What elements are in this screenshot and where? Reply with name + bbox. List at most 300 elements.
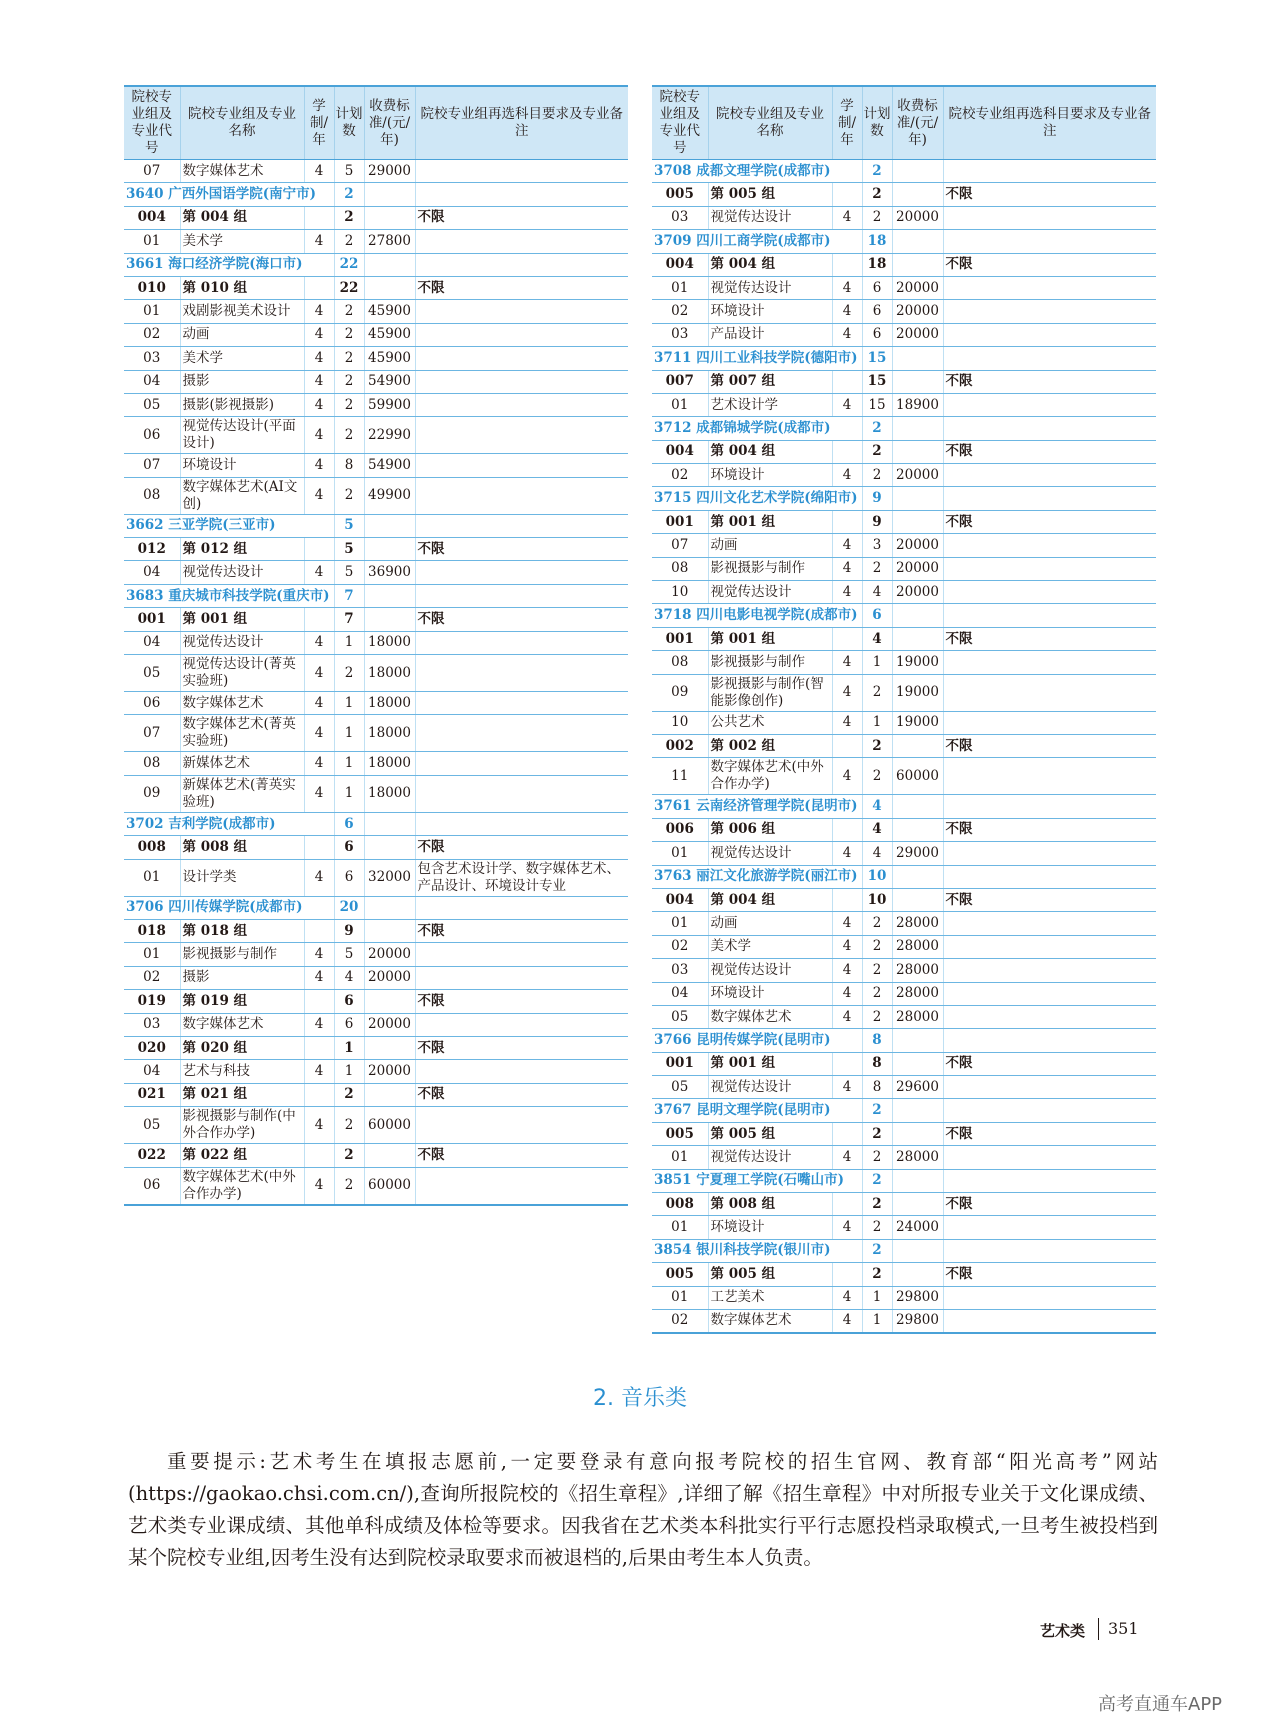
major-fee: 28000 [892, 1146, 943, 1169]
empty-cell [832, 627, 862, 650]
major-row [124, 393, 628, 416]
major-name: 动画 [708, 534, 832, 557]
empty-cell [892, 1029, 943, 1052]
major-row [652, 1146, 1156, 1169]
major-fee: 59900 [364, 393, 415, 416]
major-fee: 18000 [364, 631, 415, 654]
school-row [124, 253, 628, 276]
major-note [943, 842, 1156, 865]
major-row [124, 561, 628, 584]
major-fee: 18000 [364, 655, 415, 692]
major-code: 01 [652, 1286, 708, 1309]
major-note [943, 711, 1156, 734]
major-fee: 18000 [364, 752, 415, 775]
major-note [943, 393, 1156, 416]
major-plan: 2 [862, 557, 892, 580]
group-row [652, 440, 1156, 463]
group-plan: 2 [862, 734, 892, 757]
major-code: 09 [124, 775, 180, 812]
major-name: 视觉传达设计(平面设计) [180, 417, 304, 454]
school-name: 3851 宁夏理工学院(石嘴山市) [652, 1169, 862, 1192]
major-code: 03 [124, 347, 180, 370]
major-fee: 20000 [892, 300, 943, 323]
header-name: 院校专业组及专业名称 [180, 86, 304, 160]
group-row [124, 990, 628, 1013]
major-code: 01 [124, 943, 180, 966]
major-name: 工艺美术 [708, 1286, 832, 1309]
empty-cell [364, 276, 415, 299]
major-name: 美术学 [180, 230, 304, 253]
empty-cell [304, 608, 334, 631]
major-code: 08 [124, 477, 180, 514]
major-years: 4 [304, 561, 334, 584]
major-name: 环境设计 [708, 464, 832, 487]
major-plan: 1 [862, 711, 892, 734]
major-years: 4 [832, 393, 862, 416]
group-row [652, 1263, 1156, 1286]
empty-cell [832, 253, 862, 276]
major-years: 4 [304, 323, 334, 346]
group-subject-requirement: 不限 [943, 1193, 1156, 1216]
major-plan: 3 [862, 534, 892, 557]
major-name: 影视摄影与制作 [708, 651, 832, 674]
major-code: 09 [652, 674, 708, 711]
major-fee: 20000 [364, 943, 415, 966]
group-row [124, 1083, 628, 1106]
important-notice-paragraph: 重要提示:艺术考生在填报志愿前,一定要登录有意向报考院校的招生官网、教育部“阳光高考”网站(https://gaokao.chsi.com.cn/),查询所报院校的《招生章程》,详细了解《招生章程》中对所报专业关于文化课成绩、艺术类专业课成绩、其他单科成绩及体检等要求。因我省在艺术类本科批实行平行志愿投档录取模式,一旦考生被投档到某个院校专业组,因考生没有达到院校录取要求而被退档的,后果由考生本人负责。 [128, 1450, 1158, 1569]
major-fee: 45900 [364, 323, 415, 346]
major-fee: 60000 [364, 1107, 415, 1144]
group-subject-requirement: 不限 [943, 734, 1156, 757]
group-plan: 5 [334, 538, 364, 561]
group-code: 005 [652, 183, 708, 206]
major-name: 视觉传达设计 [708, 842, 832, 865]
major-fee: 19000 [892, 711, 943, 734]
major-fee: 20000 [892, 534, 943, 557]
major-fee: 18000 [364, 775, 415, 812]
major-code: 07 [652, 534, 708, 557]
major-code: 02 [652, 935, 708, 958]
group-code: 004 [652, 440, 708, 463]
empty-cell [364, 514, 415, 537]
major-plan: 5 [334, 561, 364, 584]
school-name: 3706 四川传媒学院(成都市) [124, 896, 334, 919]
major-code: 02 [124, 966, 180, 989]
group-plan: 15 [862, 370, 892, 393]
major-code: 04 [124, 631, 180, 654]
major-plan: 2 [334, 655, 364, 692]
major-fee: 45900 [364, 300, 415, 323]
major-fee: 28000 [892, 959, 943, 982]
group-name: 第 004 组 [708, 440, 832, 463]
major-years: 4 [832, 1076, 862, 1099]
empty-cell [943, 795, 1156, 818]
group-code: 005 [652, 1122, 708, 1145]
major-row [124, 655, 628, 692]
major-plan: 2 [334, 323, 364, 346]
group-row [124, 206, 628, 229]
major-years: 4 [832, 534, 862, 557]
group-subject-requirement: 不限 [943, 370, 1156, 393]
group-name: 第 001 组 [708, 510, 832, 533]
major-plan: 8 [334, 454, 364, 477]
school-row [652, 795, 1156, 818]
school-name: 3708 成都文理学院(成都市) [652, 160, 862, 183]
major-row [652, 982, 1156, 1005]
major-row [652, 323, 1156, 346]
empty-cell [832, 818, 862, 841]
group-subject-requirement: 不限 [415, 1144, 628, 1167]
school-plan-total: 5 [334, 514, 364, 537]
major-plan: 5 [334, 160, 364, 183]
major-years: 4 [832, 912, 862, 935]
group-code: 012 [124, 538, 180, 561]
empty-cell [364, 990, 415, 1013]
empty-cell [364, 183, 415, 206]
major-name: 摄影 [180, 966, 304, 989]
left-admission-table-column [124, 85, 628, 1206]
major-name: 环境设计 [708, 1216, 832, 1239]
major-row [124, 752, 628, 775]
header-plan: 计划数 [862, 86, 892, 160]
school-plan-total: 2 [862, 417, 892, 440]
group-plan: 2 [862, 1193, 892, 1216]
major-fee: 22990 [364, 417, 415, 454]
group-name: 第 005 组 [708, 183, 832, 206]
major-code: 07 [124, 160, 180, 183]
major-note [415, 631, 628, 654]
major-fee: 60000 [364, 1167, 415, 1205]
major-fee: 20000 [892, 323, 943, 346]
group-name: 第 001 组 [708, 627, 832, 650]
major-code: 07 [124, 715, 180, 752]
empty-cell [832, 1122, 862, 1145]
major-fee: 28000 [892, 982, 943, 1005]
major-note [415, 417, 628, 454]
major-plan: 6 [862, 276, 892, 299]
group-plan: 4 [862, 627, 892, 650]
major-row [652, 534, 1156, 557]
major-years: 4 [832, 464, 862, 487]
empty-cell [415, 812, 628, 835]
group-code: 001 [652, 510, 708, 533]
major-note [943, 534, 1156, 557]
group-row [124, 608, 628, 631]
major-fee: 49900 [364, 477, 415, 514]
empty-cell [892, 1193, 943, 1216]
major-plan: 2 [862, 1216, 892, 1239]
major-years: 4 [832, 674, 862, 711]
school-plan-total: 6 [334, 812, 364, 835]
major-years: 4 [832, 206, 862, 229]
major-fee: 28000 [892, 935, 943, 958]
major-note [415, 1060, 628, 1083]
major-note [943, 1216, 1156, 1239]
major-years: 4 [832, 651, 862, 674]
admission-rows-left [124, 160, 628, 1205]
major-code: 03 [124, 1013, 180, 1036]
major-name: 影视摄影与制作 [180, 943, 304, 966]
major-row [124, 370, 628, 393]
major-row [124, 966, 628, 989]
school-name: 3712 成都锦城学院(成都市) [652, 417, 862, 440]
major-name: 数字媒体艺术(菁英实验班) [180, 715, 304, 752]
major-years: 4 [304, 1167, 334, 1205]
group-plan: 1 [334, 1036, 364, 1059]
header-note: 院校专业组再选科目要求及专业备注 [415, 86, 628, 160]
empty-cell [304, 538, 334, 561]
empty-cell [892, 888, 943, 911]
school-name: 3662 三亚学院(三亚市) [124, 514, 334, 537]
major-plan: 1 [334, 775, 364, 812]
major-row [124, 160, 628, 183]
group-name: 第 021 组 [180, 1083, 304, 1106]
major-plan: 6 [334, 1013, 364, 1036]
group-code: 004 [652, 253, 708, 276]
major-name: 公共艺术 [708, 711, 832, 734]
major-name: 数字媒体艺术 [708, 1005, 832, 1028]
major-plan: 6 [862, 300, 892, 323]
school-plan-total: 4 [862, 795, 892, 818]
empty-cell [892, 440, 943, 463]
major-note [415, 454, 628, 477]
empty-cell [892, 183, 943, 206]
empty-cell [364, 538, 415, 561]
school-name: 3766 昆明传媒学院(昆明市) [652, 1029, 862, 1052]
empty-cell [364, 812, 415, 835]
group-subject-requirement: 不限 [943, 1122, 1156, 1145]
empty-cell [415, 253, 628, 276]
school-plan-total: 9 [862, 487, 892, 510]
group-row [124, 836, 628, 859]
major-row [652, 1076, 1156, 1099]
major-name: 新媒体艺术 [180, 752, 304, 775]
major-name: 影视摄影与制作(中外合作办学) [180, 1107, 304, 1144]
empty-cell [364, 919, 415, 942]
empty-cell [832, 183, 862, 206]
major-row [124, 775, 628, 812]
group-plan: 9 [334, 919, 364, 942]
major-plan: 1 [334, 692, 364, 715]
major-plan: 4 [862, 842, 892, 865]
major-years: 4 [832, 1005, 862, 1028]
major-code: 05 [652, 1076, 708, 1099]
major-code: 02 [652, 1309, 708, 1332]
major-years: 4 [304, 347, 334, 370]
empty-cell [364, 206, 415, 229]
admission-plan-table-left [124, 85, 628, 1206]
major-plan: 2 [334, 370, 364, 393]
major-plan: 2 [862, 982, 892, 1005]
header-fee: 收费标准/(元/年) [892, 86, 943, 160]
empty-cell [364, 584, 415, 607]
major-note [943, 276, 1156, 299]
major-years: 4 [832, 581, 862, 604]
major-name: 数字媒体艺术(中外合作办学) [180, 1167, 304, 1205]
major-plan: 1 [334, 1060, 364, 1083]
empty-cell [304, 990, 334, 1013]
major-plan: 2 [862, 1146, 892, 1169]
major-code: 01 [652, 393, 708, 416]
school-name: 3709 四川工商学院(成都市) [652, 230, 862, 253]
major-name: 环境设计 [708, 982, 832, 1005]
major-plan: 1 [862, 1286, 892, 1309]
major-row [652, 581, 1156, 604]
major-note [943, 557, 1156, 580]
empty-cell [892, 734, 943, 757]
major-code: 06 [124, 417, 180, 454]
school-plan-total: 2 [862, 1239, 892, 1262]
school-plan-total: 2 [334, 183, 364, 206]
major-row [652, 206, 1156, 229]
group-plan: 2 [862, 440, 892, 463]
group-plan: 18 [862, 253, 892, 276]
major-name: 产品设计 [708, 323, 832, 346]
major-years: 4 [304, 631, 334, 654]
empty-cell [892, 160, 943, 183]
group-subject-requirement: 不限 [943, 1263, 1156, 1286]
empty-cell [832, 1263, 862, 1286]
major-note [943, 464, 1156, 487]
major-name: 视觉传达设计 [180, 631, 304, 654]
school-plan-total: 8 [862, 1029, 892, 1052]
group-name: 第 019 组 [180, 990, 304, 1013]
empty-cell [943, 230, 1156, 253]
group-row [652, 888, 1156, 911]
group-row [652, 627, 1156, 650]
major-fee: 29800 [892, 1286, 943, 1309]
school-plan-total: 2 [862, 160, 892, 183]
major-note [943, 1146, 1156, 1169]
group-plan: 22 [334, 276, 364, 299]
major-note [943, 1286, 1156, 1309]
group-name: 第 010 组 [180, 276, 304, 299]
group-subject-requirement: 不限 [943, 818, 1156, 841]
major-fee: 20000 [892, 581, 943, 604]
group-code: 004 [652, 888, 708, 911]
group-code: 001 [124, 608, 180, 631]
major-note [943, 982, 1156, 1005]
major-code: 10 [652, 581, 708, 604]
major-plan: 1 [862, 1309, 892, 1332]
group-subject-requirement: 不限 [415, 836, 628, 859]
group-plan: 8 [862, 1052, 892, 1075]
major-note [415, 715, 628, 752]
major-row [652, 1286, 1156, 1309]
group-subject-requirement: 不限 [415, 990, 628, 1013]
table-header-row [652, 86, 1156, 160]
major-plan: 1 [862, 651, 892, 674]
major-note [943, 1309, 1156, 1332]
major-fee: 54900 [364, 370, 415, 393]
major-note [943, 758, 1156, 795]
group-code: 005 [652, 1263, 708, 1286]
major-plan: 1 [334, 752, 364, 775]
major-years: 4 [832, 1146, 862, 1169]
group-code: 019 [124, 990, 180, 1013]
group-plan: 4 [862, 818, 892, 841]
empty-cell [892, 370, 943, 393]
empty-cell [892, 818, 943, 841]
major-years: 4 [304, 417, 334, 454]
major-row [652, 1309, 1156, 1332]
school-row [124, 812, 628, 835]
group-code: 021 [124, 1083, 180, 1106]
major-code: 05 [124, 655, 180, 692]
major-note [943, 935, 1156, 958]
major-plan: 4 [334, 966, 364, 989]
page-number: 351 [1108, 1619, 1139, 1638]
major-name: 影视摄影与制作 [708, 557, 832, 580]
empty-cell [943, 487, 1156, 510]
group-name: 第 002 组 [708, 734, 832, 757]
school-name: 3661 海口经济学院(海口市) [124, 253, 334, 276]
major-years: 4 [832, 842, 862, 865]
school-plan-total: 22 [334, 253, 364, 276]
group-row [652, 818, 1156, 841]
major-name: 视觉传达设计 [708, 206, 832, 229]
group-row [124, 1144, 628, 1167]
major-code: 11 [652, 758, 708, 795]
empty-cell [304, 1083, 334, 1106]
major-note [943, 323, 1156, 346]
school-plan-total: 10 [862, 865, 892, 888]
major-years: 4 [304, 752, 334, 775]
empty-cell [364, 1083, 415, 1106]
major-years: 4 [304, 1013, 334, 1036]
major-row [124, 715, 628, 752]
group-plan: 6 [334, 836, 364, 859]
major-plan: 2 [862, 935, 892, 958]
major-fee: 54900 [364, 454, 415, 477]
major-plan: 4 [862, 581, 892, 604]
empty-cell [832, 888, 862, 911]
school-name: 3854 银川科技学院(银川市) [652, 1239, 862, 1262]
major-name: 数字媒体艺术 [180, 1013, 304, 1036]
major-years: 4 [304, 393, 334, 416]
major-years: 4 [832, 300, 862, 323]
major-row [124, 943, 628, 966]
major-fee: 24000 [892, 1216, 943, 1239]
group-subject-requirement: 不限 [415, 919, 628, 942]
major-code: 08 [652, 651, 708, 674]
major-row [652, 935, 1156, 958]
empty-cell [832, 370, 862, 393]
school-plan-total: 2 [862, 1099, 892, 1122]
major-note [943, 581, 1156, 604]
empty-cell [415, 514, 628, 537]
school-row [652, 160, 1156, 183]
major-row [124, 1060, 628, 1083]
major-plan: 8 [862, 1076, 892, 1099]
empty-cell [943, 604, 1156, 627]
major-row [652, 651, 1156, 674]
major-code: 10 [652, 711, 708, 734]
group-plan: 2 [862, 1263, 892, 1286]
major-row [652, 842, 1156, 865]
major-fee: 29800 [892, 1309, 943, 1332]
major-plan: 2 [862, 1005, 892, 1028]
major-fee: 20000 [892, 206, 943, 229]
empty-cell [832, 1193, 862, 1216]
major-code: 01 [124, 859, 180, 896]
major-fee: 19000 [892, 674, 943, 711]
major-years: 4 [832, 276, 862, 299]
empty-cell [304, 276, 334, 299]
major-note [415, 561, 628, 584]
major-row [124, 1107, 628, 1144]
group-name: 第 020 组 [180, 1036, 304, 1059]
